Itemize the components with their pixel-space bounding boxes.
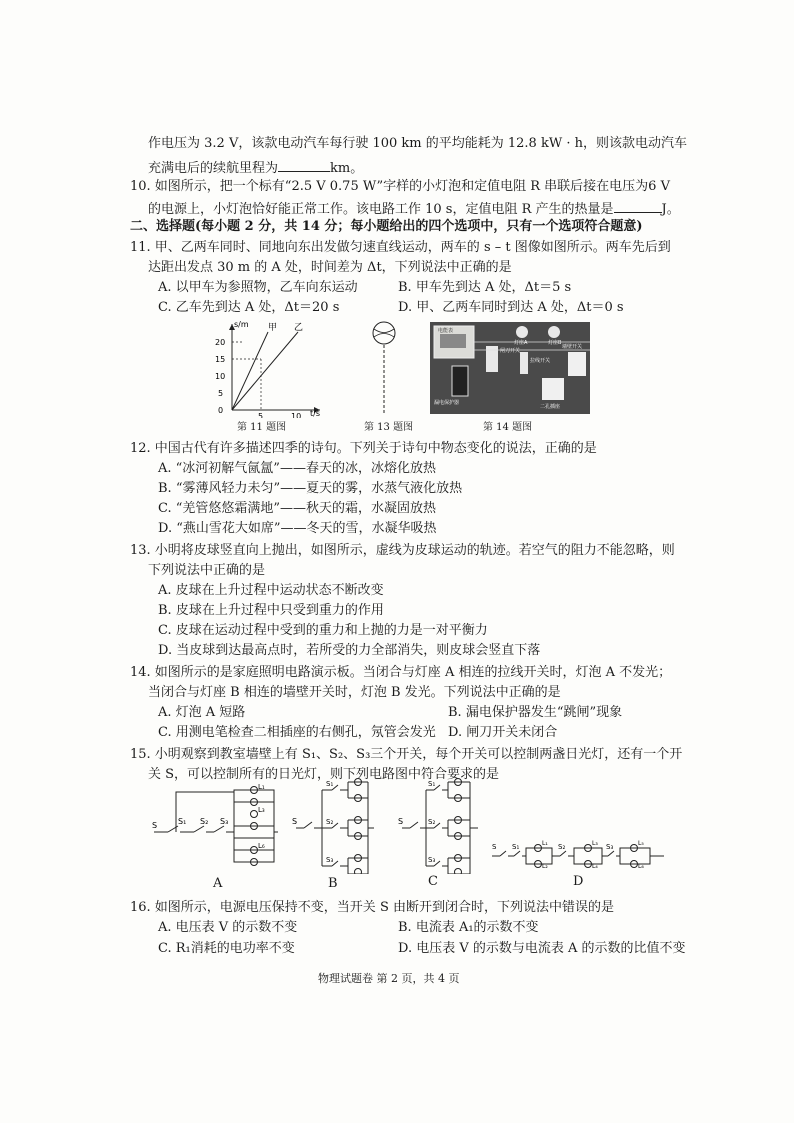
fig14-label-pull: 拉线开关 <box>530 358 551 364</box>
q14-option-d[interactable]: D. 闸刀开关未闭合 <box>448 725 558 740</box>
q9-answer-blank[interactable] <box>278 157 330 172</box>
fig11-xtick-10: 10 <box>291 412 302 418</box>
q15d-label-s2: S₂ <box>558 843 566 851</box>
fig13-ball-trajectory <box>365 320 405 420</box>
q12-line1: 12. 中国古代有许多描述四季的诗句。下列关于诗句中物态变化的说法，正确的是 <box>130 441 597 456</box>
q15c-label-s1: S₁ <box>428 780 436 788</box>
q15a-label-l3: L₃ <box>258 806 265 814</box>
fig14-label-wall: 墙壁开关 <box>562 344 583 350</box>
q15c-label-s3: S₃ <box>428 856 436 864</box>
q15c-label-s2: S₂ <box>428 818 436 826</box>
q15-option-b-label[interactable]: B <box>328 876 338 891</box>
fig14-label-leak: 漏电保护器 <box>434 400 460 406</box>
q13-option-d[interactable]: D. 当皮球到达最高点时，若所受的力全部消失，则皮球会竖直下落 <box>158 643 541 658</box>
q12-option-a[interactable]: A. “冰河初解气氤氲”——春天的冰，冰熔化放热 <box>158 461 436 476</box>
fig11-ytick-20: 20 <box>215 338 226 347</box>
fig14-label-lampa: 灯座A <box>514 340 528 346</box>
q15-option-c-label[interactable]: C <box>428 874 438 889</box>
fig11-line-yi <box>232 332 298 410</box>
q13-option-b[interactable]: B. 皮球在上升过程中只受到重力的作用 <box>158 603 384 618</box>
q15b-label-s: S <box>292 817 298 826</box>
q13-line2: 下列说法中正确的是 <box>148 563 266 578</box>
fig11-label-jia: 甲 <box>268 323 278 333</box>
fig11-label-yi: 乙 <box>294 323 304 333</box>
fig11-ytick-0: 0 <box>218 406 224 415</box>
fig14-label-lampb: 灯座B <box>548 340 562 346</box>
q11-option-c[interactable]: C. 乙车先到达 A 处，Δt＝20 s <box>158 300 340 315</box>
q15d-label-l3: L₃ <box>592 840 598 847</box>
fig11-st-graph <box>210 318 330 418</box>
q15-line1: 15. 小明观察到教室墙壁上有 S₁、S₂、S₃三个开关，每个开关可以控制两盏日光灯，还有一个开 <box>130 747 683 762</box>
q15-circuit-d[interactable] <box>490 836 670 870</box>
fig13-caption: 第 13 题图 <box>364 422 414 433</box>
fig11-xlabel: t/s <box>310 409 320 418</box>
fig14-label-socket: 二孔插座 <box>540 404 561 410</box>
fig11-xtick-5: 5 <box>258 412 264 418</box>
q15d-label-s: S <box>492 843 497 851</box>
q15b-label-s2: S₂ <box>326 818 334 826</box>
fig11-line-jia <box>232 332 268 410</box>
q15d-label-l6: L₆ <box>638 863 644 870</box>
q15-circuit-a[interactable] <box>150 782 280 874</box>
q9-line2: 充满电后的续航里程为 km。 <box>148 157 363 178</box>
q15a-label-s3: S₃ <box>220 817 229 826</box>
q15-line2: 关 S，可以控制所有的日光灯，则下列电路图中符合要求的是 <box>148 767 500 782</box>
q13-line1: 13. 小明将皮球竖直向上抛出，如图所示，虚线为皮球运动的轨迹。若空气的阻力不能忽略，则 <box>130 543 675 558</box>
q15d-label-l5: L₅ <box>638 840 644 847</box>
q15a-label-s1: S₁ <box>178 817 187 826</box>
q15a-label-s2: S₂ <box>200 817 209 826</box>
q16-option-c[interactable]: C. R₁消耗的电功率不变 <box>158 941 295 956</box>
q11-line2: 达距出发点 30 m 的 A 处，时间差为 Δt，下列说法中正确的是 <box>148 260 512 275</box>
q15b-label-s3: S₃ <box>326 856 334 864</box>
q15c-label-s: S <box>398 817 404 826</box>
q15a-label-l1: L₁ <box>258 783 265 791</box>
q15d-label-l4: L₄ <box>592 863 598 870</box>
q10-answer-blank[interactable] <box>614 198 662 213</box>
fig11-ytick-15: 15 <box>215 355 226 364</box>
fig14-label-meter: 电能表 <box>438 328 454 334</box>
q12-option-d[interactable]: D. “燕山雪花大如席”——冬天的雪，水凝华吸热 <box>158 521 437 536</box>
q11-option-a[interactable]: A. 以甲车为参照物，乙车向东运动 <box>158 280 358 295</box>
q15b-label-s1: S₁ <box>326 780 334 788</box>
q15d-label-l2: L₂ <box>542 863 548 870</box>
q14-option-a[interactable]: A. 灯泡 A 短路 <box>158 705 246 720</box>
section-2-heading: 二、选择题(每小题 2 分，共 14 分；每小题给出的四个选项中，只有一个选项符合题意) <box>130 219 643 234</box>
q10-line1: 10. 如图所示，把一个标有“2.5 V 0.75 W”字样的小灯泡和定值电阻 R 串联后接在电压为6 V <box>130 179 670 194</box>
q15a-label-s: S <box>152 821 158 830</box>
q15-option-a-label[interactable]: A <box>213 876 223 891</box>
q13-option-c[interactable]: C. 皮球在运动过程中受到的重力和上抛的力是一对平衡力 <box>158 623 488 638</box>
q15d-label-l1: L₁ <box>542 840 548 847</box>
q12-option-c[interactable]: C. “羌管悠悠霜满地”——秋天的霜，水凝固放热 <box>158 501 437 516</box>
fig11-caption: 第 11 题图 <box>237 422 287 433</box>
q12-option-b[interactable]: B. “雾薄风轻力未匀”——夏天的雾，水蒸气液化放热 <box>158 481 463 496</box>
q15-circuit-b[interactable] <box>292 778 376 874</box>
q16-option-b[interactable]: B. 电流表 A₁的示数不变 <box>398 920 539 935</box>
fig11-ylabel: s/m <box>234 320 249 329</box>
q11-line1: 11. 甲、乙两车同时、同地向东出发做匀速直线运动，两车的 s – t 图像如图所示。两车先后到 <box>130 240 671 255</box>
q16-option-a[interactable]: A. 电压表 V 的示数不变 <box>158 920 298 935</box>
fig11-ytick-10: 10 <box>215 372 226 381</box>
q16-option-d[interactable]: D. 电压表 V 的示数与电流表 A 的示数的比值不变 <box>398 941 686 956</box>
q14-option-b[interactable]: B. 漏电保护器发生“跳闸”现象 <box>448 705 623 720</box>
q15a-label-l6: L₆ <box>258 842 265 850</box>
q14-line1: 14. 如图所示的是家庭照明电路演示板。当闭合与灯座 A 相连的拉线开关时，灯泡 A 不发光； <box>130 665 672 680</box>
page-footer: 物理试题卷 第 2 页，共 4 页 <box>318 972 460 985</box>
q14-line2: 当闭合与灯座 B 相连的墙壁开关时，灯泡 B 发光。下列说法中正确的是 <box>148 685 561 700</box>
fig14-label-knife: 闸刀开关 <box>500 348 521 354</box>
q15d-label-s3: S₃ <box>606 843 614 851</box>
q15d-label-s1: S₁ <box>512 843 520 851</box>
q10-line2: 的电源上，小灯泡恰好能正常工作。该电路工作 10 s，定值电阻 R 产生的热量是 J。 <box>148 198 680 219</box>
fig14-demo-board-photo <box>430 322 590 414</box>
fig11-ytick-5: 5 <box>218 389 224 398</box>
q15-circuit-c[interactable] <box>398 778 482 874</box>
q14-option-c[interactable]: C. 用测电笔检查二相插座的右侧孔，氖管会发光 <box>158 725 436 740</box>
q13-option-a[interactable]: A. 皮球在上升过程中运动状态不断改变 <box>158 583 384 598</box>
q9-line1: 作电压为 3.2 V，该款电动汽车每行驶 100 km 的平均能耗为 12.8 kW · h，则该款电动汽车 <box>148 136 687 151</box>
fig14-caption: 第 14 题图 <box>483 422 533 433</box>
q16-line1: 16. 如图所示，电源电压保持不变，当开关 S 由断开到闭合时，下列说法中错误的是 <box>130 900 614 915</box>
q15-option-d-label[interactable]: D <box>573 874 584 889</box>
q11-option-d[interactable]: D. 甲、乙两车同时到达 A 处，Δt＝0 s <box>398 300 624 315</box>
q11-option-b[interactable]: B. 甲车先到达 A 处，Δt＝5 s <box>398 280 572 295</box>
ball-icon <box>373 322 395 344</box>
